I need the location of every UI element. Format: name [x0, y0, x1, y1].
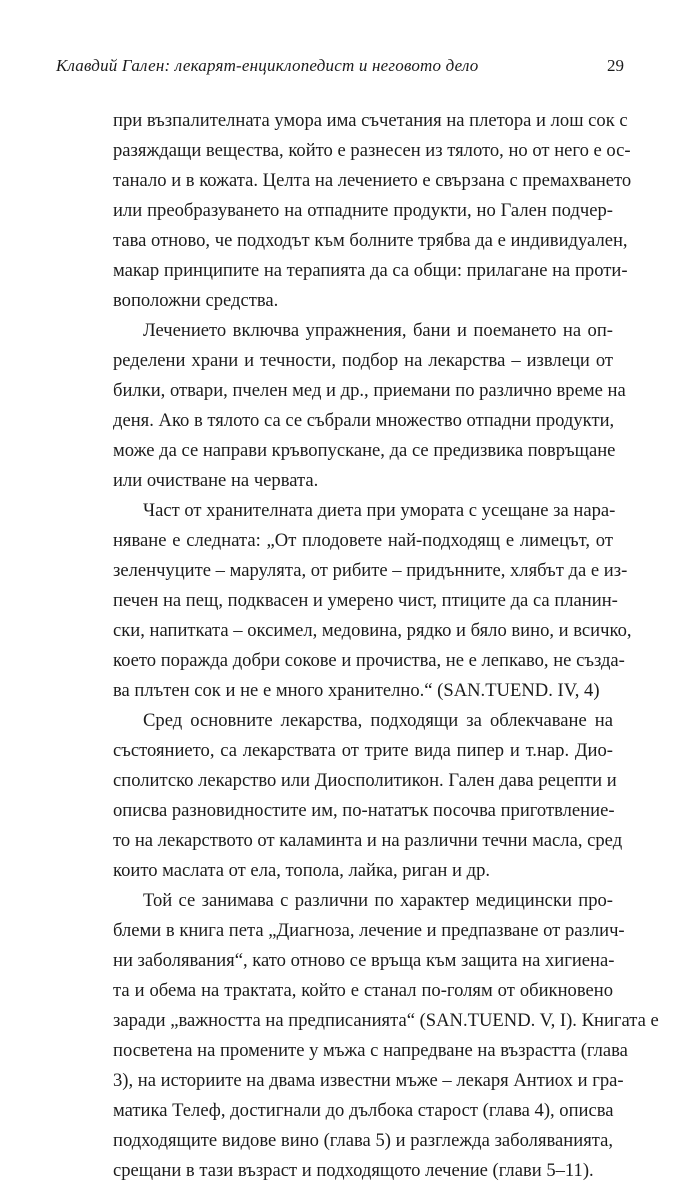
text-line: деня. Ако в тялото са се събрали множество отпадни продукти, [113, 410, 615, 431]
text-line: зеленчуците – марулята, от рибите – придънните, хлябът да е из- [113, 560, 628, 581]
text-line: сполитско лекарство или Диосполитикон. Гален дава рецепти и [113, 770, 617, 791]
paragraph-3 [113, 496, 632, 706]
text-line: макар принципите на терапията да са общи: прилагане на проти- [113, 260, 628, 281]
paragraph-1 [113, 106, 632, 316]
text-line: при възпалителната умора има съчетания на плетора и лош сок с [113, 110, 628, 131]
text-line: състоянието, са лекарствата от трите вида пипер и т.нар. Дио- [113, 740, 613, 761]
text-line: ни заболявания“, като отново се връща към защита на хигиена- [113, 950, 615, 971]
text-line: Част от хранителната диета при умората с усещане за нара- [143, 500, 616, 521]
text-line: ски, напитката – оксимел, медовина, рядко и бяло вино, и всичко, [113, 620, 632, 641]
text-line: ределени храни и течности, подбор на лекарства – извлеци от [113, 350, 613, 371]
text-line: та и обема на трактата, който е станал по-голям от обикновено [113, 980, 613, 1001]
text-line: печен на пещ, подквасен и умерено чист, птиците да са планин- [113, 590, 618, 611]
running-header [56, 56, 624, 82]
text-line: то на лекарството от каламинта и на различни течни масла, сред [113, 830, 623, 851]
text-line: може да се направи кръвопускане, да се предизвика повръщане [113, 440, 616, 461]
text-line: 3), на историите на двама известни мъже – лекаря Антиох и гра- [113, 1070, 624, 1091]
page-number: 29 [607, 56, 624, 75]
text-line: тава отново, че подходът към болните трябва да е индивидуален, [113, 230, 628, 251]
text-line: които маслата от ела, топола, лайка, риган и др. [113, 860, 491, 881]
text-line: Лечението включва упражнения, бани и поемането на оп- [143, 320, 613, 341]
text-line: матика Телеф, достигнали до дълбока старост (глава 4), описва [113, 1100, 614, 1121]
text-line: подходящите видове вино (глава 5) и разглежда заболяванията, [113, 1130, 613, 1151]
text-line: разяждащи вещества, който е разнесен из тялото, но от него е ос- [113, 140, 631, 161]
text-line: воположни средства. [113, 290, 279, 311]
text-line: Сред основните лекарства, подходящи за облекчаване на [143, 710, 613, 731]
text-line: описва разновидностите им, по-нататък посочва приготвление- [113, 800, 615, 821]
paragraph-4 [113, 706, 623, 886]
paragraph-5 [113, 886, 659, 1186]
text-line: което поражда добри сокове и прочиства, не е лепкаво, не създа- [113, 650, 625, 671]
text-line: заради „важността на предписанията“ (SAN.TUEND. V, I). Книгата е [113, 1010, 659, 1031]
paragraph-2 [113, 316, 626, 496]
text-line: посветена на промените у мъжа с напредване на възрастта (глава [113, 1040, 628, 1061]
text-line: Той се занимава с различни по характер медицински про- [143, 890, 613, 911]
text-line: или преобразуването на отпадните продукти, но Гален подчер- [113, 200, 613, 221]
text-line: срещани в тази възраст и подходящото лечение (глави 5–11). [113, 1160, 594, 1181]
text-line: билки, отвари, пчелен мед и др., приемани по различно време на [113, 380, 626, 401]
running-title: Клавдий Гален: лекарят-енциклопедист и неговото дело [56, 56, 479, 75]
text-line: няване е следната: „От плодовете най-подходящ е лимецът, от [113, 530, 613, 551]
text-line: блеми в книга пета „Диагноза, лечение и предпазване от различ- [113, 920, 625, 941]
text-line: или очистване на червата. [113, 470, 319, 491]
body-text [113, 106, 659, 1186]
text-line: танало и в кожата. Целта на лечението е свързана с премахването [113, 170, 632, 191]
text-line: ва плътен сок и не е много хранително.“ (SAN.TUEND. IV, 4) [113, 680, 600, 701]
